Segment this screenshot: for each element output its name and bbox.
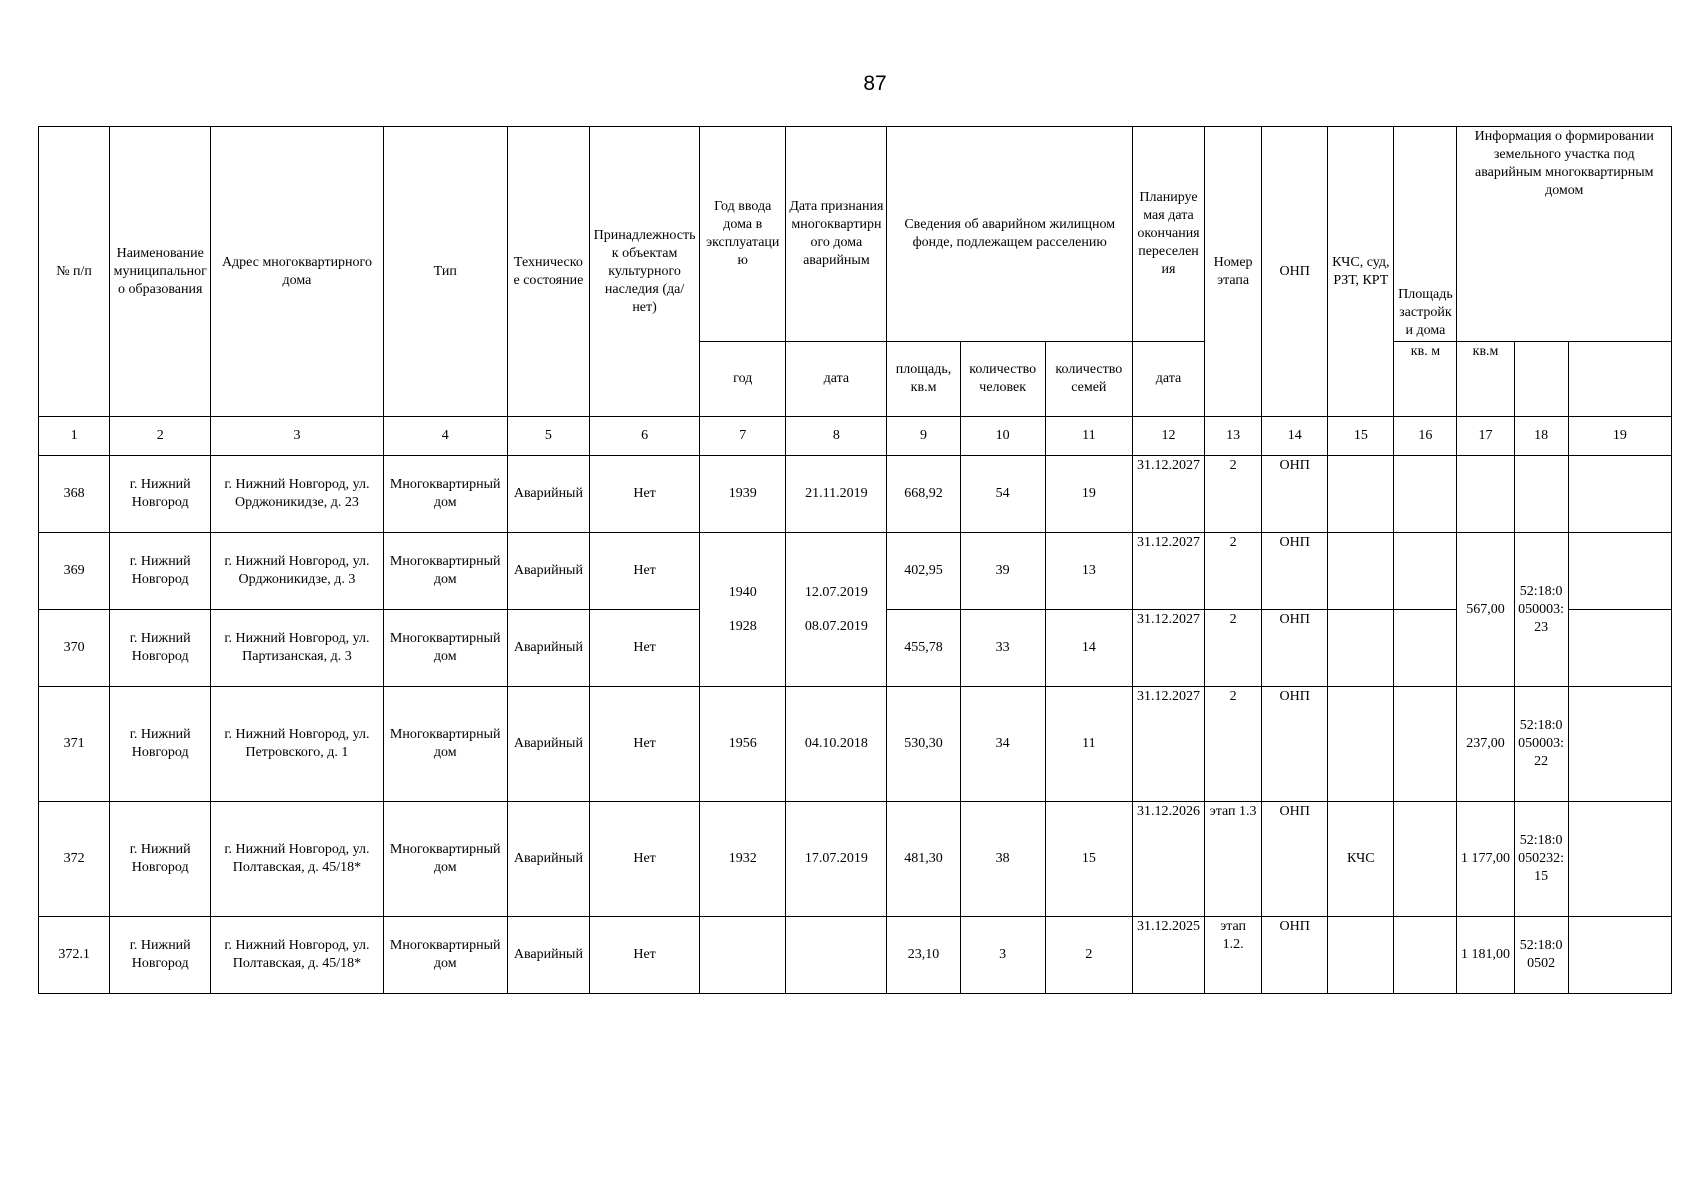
column-number: 7 — [700, 417, 786, 456]
cell-area: 668,92 — [887, 456, 960, 533]
cell-area: 402,95 — [887, 533, 960, 610]
header-sub-8: дата — [786, 342, 887, 417]
cell-heritage: Нет — [589, 687, 699, 802]
cell-families: 11 — [1045, 687, 1132, 802]
cell-year-merged — [700, 533, 786, 687]
column-number: 18 — [1514, 417, 1568, 456]
header-col-14: ОНП — [1262, 127, 1328, 417]
cell-plan-date: 31.12.2027 — [1132, 610, 1204, 687]
cell-address: г. Нижний Новгород, ул. Петровского, д. 1 — [211, 687, 383, 802]
cell-people: 34 — [960, 687, 1045, 802]
cell-kchs — [1328, 533, 1394, 610]
cell-stage: этап 1.2. — [1205, 917, 1262, 994]
cell-municipality: г. Нижний Новгород — [110, 533, 211, 610]
cell-no: 368 — [39, 456, 110, 533]
cell-year: 1932 — [700, 802, 786, 917]
cell-year — [700, 917, 786, 994]
header-sub-7: год — [700, 342, 786, 417]
column-number: 5 — [507, 417, 589, 456]
cell-address: г. Нижний Новгород, ул. Партизанская, д. 3 — [211, 610, 383, 687]
column-number: 19 — [1568, 417, 1671, 456]
cell-build-area — [1394, 687, 1457, 802]
cell-municipality: г. Нижний Новгород — [110, 917, 211, 994]
cell-land-area — [1457, 456, 1514, 533]
cell-land-char — [1568, 802, 1671, 917]
header-col-7: Год ввода дома в эксплуатацию — [700, 127, 786, 342]
cell-families: 19 — [1045, 456, 1132, 533]
cell-people: 33 — [960, 610, 1045, 687]
column-number: 11 — [1045, 417, 1132, 456]
cell-stage: 2 — [1205, 533, 1262, 610]
cell-date: 12.07.2019 — [804, 584, 868, 600]
cell-onp: ОНП — [1262, 533, 1328, 610]
cell-onp: ОНП — [1262, 610, 1328, 687]
page-number: 87 — [863, 72, 887, 95]
cell-date: 04.10.2018 — [786, 687, 887, 802]
cell-land-area: 1 177,00 — [1457, 802, 1514, 917]
cell-type: Многоквартирный дом — [383, 456, 507, 533]
header-col-1: № п/п — [39, 127, 110, 417]
header-col-13: Номер этапа — [1205, 127, 1262, 417]
column-number: 1 — [39, 417, 110, 456]
header-sub-18 — [1514, 342, 1568, 417]
cell-heritage: Нет — [589, 802, 699, 917]
cell-address: г. Нижний Новгород, ул. Орджоникидзе, д. 3 — [211, 533, 383, 610]
cell-build-area — [1394, 533, 1457, 610]
cell-municipality: г. Нижний Новгород — [110, 802, 211, 917]
cell-state: Аварийный — [507, 687, 589, 802]
column-number: 14 — [1262, 417, 1328, 456]
header-col-3: Адрес многоквартирного дома — [211, 127, 383, 417]
header-sub-9: площадь, кв.м — [887, 342, 960, 417]
cell-municipality: г. Нижний Новгород — [110, 687, 211, 802]
cell-type: Многоквартирный дом — [383, 802, 507, 917]
cell-type: Многоквартирный дом — [383, 917, 507, 994]
cell-date: 21.11.2019 — [786, 456, 887, 533]
cell-families: 2 — [1045, 917, 1132, 994]
cell-cadastre: 52:18:0050003:22 — [1514, 687, 1568, 802]
cell-heritage: Нет — [589, 533, 699, 610]
cell-stage: 2 — [1205, 456, 1262, 533]
cell-type: Многоквартирный дом — [383, 610, 507, 687]
cell-area: 23,10 — [887, 917, 960, 994]
column-number: 17 — [1457, 417, 1514, 456]
column-number: 16 — [1394, 417, 1457, 456]
cell-onp: ОНП — [1262, 917, 1328, 994]
cell-year: 1939 — [700, 456, 786, 533]
cell-type: Многоквартирный дом — [383, 687, 507, 802]
cell-area: 530,30 — [887, 687, 960, 802]
cell-build-area — [1394, 610, 1457, 687]
column-number: 13 — [1205, 417, 1262, 456]
cell-state: Аварийный — [507, 610, 589, 687]
column-number: 8 — [786, 417, 887, 456]
cell-stage: этап 1.3 — [1205, 802, 1262, 917]
cell-area: 455,78 — [887, 610, 960, 687]
cell-land-area: 237,00 — [1457, 687, 1514, 802]
cell-address: г. Нижний Новгород, ул. Полтавская, д. 45/18* — [211, 917, 383, 994]
cell-kchs: КЧС — [1328, 802, 1394, 917]
cell-people: 54 — [960, 456, 1045, 533]
cell-families: 15 — [1045, 802, 1132, 917]
cell-plan-date: 31.12.2027 — [1132, 687, 1204, 802]
cell-land-char — [1568, 917, 1671, 994]
header-col-2: Наименование муниципального образования — [110, 127, 211, 417]
header-col-16: Площадь застройки дома — [1394, 127, 1457, 342]
cell-cadastre: 52:18:0050232:15 — [1514, 802, 1568, 917]
column-number-row — [39, 417, 1672, 456]
column-number: 6 — [589, 417, 699, 456]
header-col-4: Тип — [383, 127, 507, 417]
cell-address: г. Нижний Новгород, ул. Полтавская, д. 45/18* — [211, 802, 383, 917]
cell-plan-date: 31.12.2025 — [1132, 917, 1204, 994]
cell-build-area — [1394, 456, 1457, 533]
cell-no: 372 — [39, 802, 110, 917]
table-row — [39, 687, 1672, 802]
cell-families: 13 — [1045, 533, 1132, 610]
header-row-top — [39, 127, 1672, 342]
cell-onp: ОНП — [1262, 802, 1328, 917]
cell-cadastre: 52:18:0050003:23 — [1514, 533, 1568, 687]
cell-people: 3 — [960, 917, 1045, 994]
cell-build-area — [1394, 917, 1457, 994]
header-col-15: КЧС, суд, РЗТ, КРТ — [1328, 127, 1394, 417]
cell-land-char — [1568, 456, 1671, 533]
cell-heritage: Нет — [589, 456, 699, 533]
cell-date: 17.07.2019 — [786, 802, 887, 917]
cell-no: 369 — [39, 533, 110, 610]
header-sub-17: кв.м — [1457, 342, 1514, 417]
column-number: 12 — [1132, 417, 1204, 456]
cell-state: Аварийный — [507, 533, 589, 610]
cell-plan-date: 31.12.2026 — [1132, 802, 1204, 917]
cell-plan-date: 31.12.2027 — [1132, 456, 1204, 533]
cell-municipality: г. Нижний Новгород — [110, 456, 211, 533]
header-sub-12: дата — [1132, 342, 1204, 417]
table-row — [39, 456, 1672, 533]
cell-land-area: 1 181,00 — [1457, 917, 1514, 994]
cell-stage: 2 — [1205, 687, 1262, 802]
cell-cadastre — [1514, 456, 1568, 533]
cell-kchs — [1328, 917, 1394, 994]
cell-stage: 2 — [1205, 610, 1262, 687]
cell-onp: ОНП — [1262, 456, 1328, 533]
cell-land-char — [1568, 533, 1671, 610]
cell-people: 38 — [960, 802, 1045, 917]
header-col-12: Планируемая дата окончания переселения — [1132, 127, 1204, 342]
cell-address: г. Нижний Новгород, ул. Орджоникидзе, д. 23 — [211, 456, 383, 533]
cell-no: 372.1 — [39, 917, 110, 994]
cell-year: 1956 — [700, 687, 786, 802]
cell-land-area: 567,00 — [1457, 533, 1514, 687]
column-number: 3 — [211, 417, 383, 456]
column-number: 4 — [383, 417, 507, 456]
cell-land-char — [1568, 610, 1671, 687]
cell-date: 08.07.2019 — [804, 618, 868, 634]
cell-onp: ОНП — [1262, 687, 1328, 802]
table-row — [39, 802, 1672, 917]
header-sub-19 — [1568, 342, 1671, 417]
cell-land-char — [1568, 687, 1671, 802]
column-number: 15 — [1328, 417, 1394, 456]
cell-heritage: Нет — [589, 917, 699, 994]
column-number: 2 — [110, 417, 211, 456]
cell-people: 39 — [960, 533, 1045, 610]
cell-area: 481,30 — [887, 802, 960, 917]
cell-families: 14 — [1045, 610, 1132, 687]
cell-municipality: г. Нижний Новгород — [110, 610, 211, 687]
cell-date-merged — [786, 533, 887, 687]
cell-kchs — [1328, 610, 1394, 687]
header-col-17-19: Информация о формировании земельного участка под аварийным многоквартирным домом — [1457, 127, 1672, 342]
header-col-8: Дата признания многоквартирного дома аварийным — [786, 127, 887, 342]
cell-state: Аварийный — [507, 802, 589, 917]
header-col-9-11: Сведения об аварийном жилищном фонде, подлежащем расселению — [887, 127, 1132, 342]
header-sub-16: кв. м — [1394, 342, 1457, 417]
header-col-6: Принадлежность к объектам культурного наследия (да/нет) — [589, 127, 699, 417]
cell-state: Аварийный — [507, 456, 589, 533]
header-col-5: Техническое состояние — [507, 127, 589, 417]
cell-build-area — [1394, 802, 1457, 917]
cell-year: 1940 — [728, 584, 757, 600]
table-row — [39, 533, 1672, 610]
cell-kchs — [1328, 456, 1394, 533]
header-sub-11: количество семей — [1045, 342, 1132, 417]
emergency-housing-table — [38, 126, 1672, 994]
cell-cadastre: 52:18:00502 — [1514, 917, 1568, 994]
cell-type: Многоквартирный дом — [383, 533, 507, 610]
cell-state: Аварийный — [507, 917, 589, 994]
cell-plan-date: 31.12.2027 — [1132, 533, 1204, 610]
cell-no: 371 — [39, 687, 110, 802]
cell-no: 370 — [39, 610, 110, 687]
column-number: 9 — [887, 417, 960, 456]
cell-date — [786, 917, 887, 994]
cell-year: 1928 — [728, 618, 757, 634]
cell-kchs — [1328, 687, 1394, 802]
table-row — [39, 917, 1672, 994]
cell-heritage: Нет — [589, 610, 699, 687]
header-sub-10: количество человек — [960, 342, 1045, 417]
column-number: 10 — [960, 417, 1045, 456]
